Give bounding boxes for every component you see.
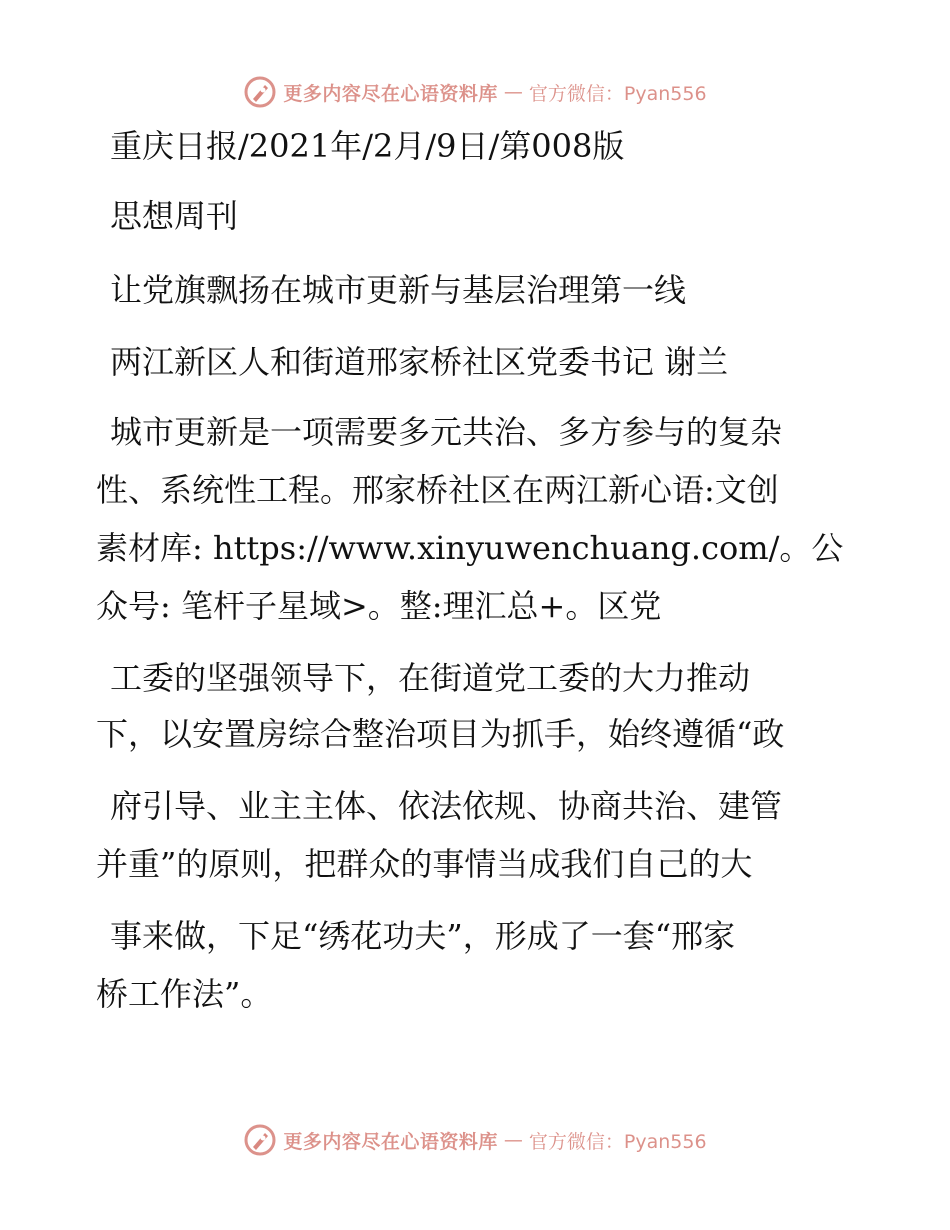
paragraph-line: 桥工作法”。: [96, 975, 273, 1013]
pen-logo-icon: [243, 75, 277, 109]
paragraph-line: 下，以安置房综合整治项目为抓手，始终遵循“政: [96, 715, 785, 753]
paragraph-line: 众号: 笔杆子星域>。整:理汇总+。区党: [96, 587, 662, 625]
watermark-brand: 更多内容尽在心语资料库: [283, 82, 498, 105]
paragraph-line: 府引导、业主主体、依法依规、协商共治、建管: [110, 787, 783, 825]
pen-logo-icon: [243, 1123, 277, 1157]
paragraph-line: 素材库: https://www.xinyuwenchuang.com/。公: [96, 529, 844, 567]
watermark-separator: —: [503, 1129, 523, 1151]
document-meta: 重庆日报/2021年/2月/9日/第008版: [110, 127, 625, 165]
watermark-brand: 更多内容尽在心语资料库: [283, 1130, 498, 1153]
paragraph-line: 性、系统性工程。邢家桥社区在两江新心语:文创: [96, 471, 779, 509]
watermark-separator: —: [503, 81, 523, 103]
document-body: [96, 122, 886, 1018]
article-author: 两江新区人和街道邢家桥社区党委书记 谢兰: [110, 343, 729, 381]
paragraph-line: 工委的坚强领导下，在街道党工委的大力推动: [110, 659, 751, 697]
watermark-wechat: 官方微信：Pyan556: [528, 1130, 707, 1153]
article-title: 让党旗飘扬在城市更新与基层治理第一线: [110, 271, 687, 309]
watermark-wechat: 官方微信：Pyan556: [528, 82, 707, 105]
paragraph-line: 城市更新是一项需要多元共治、多方参与的复杂: [110, 413, 783, 451]
footer-watermark: [0, 1120, 950, 1160]
section-name: 思想周刊: [110, 197, 239, 235]
header-watermark: [0, 72, 950, 112]
paragraph-line: 并重”的原则，把群众的事情当成我们自己的大: [96, 845, 753, 883]
paragraph-line: 事来做，下足“绣花功夫”，形成了一套“邢家: [110, 917, 736, 955]
